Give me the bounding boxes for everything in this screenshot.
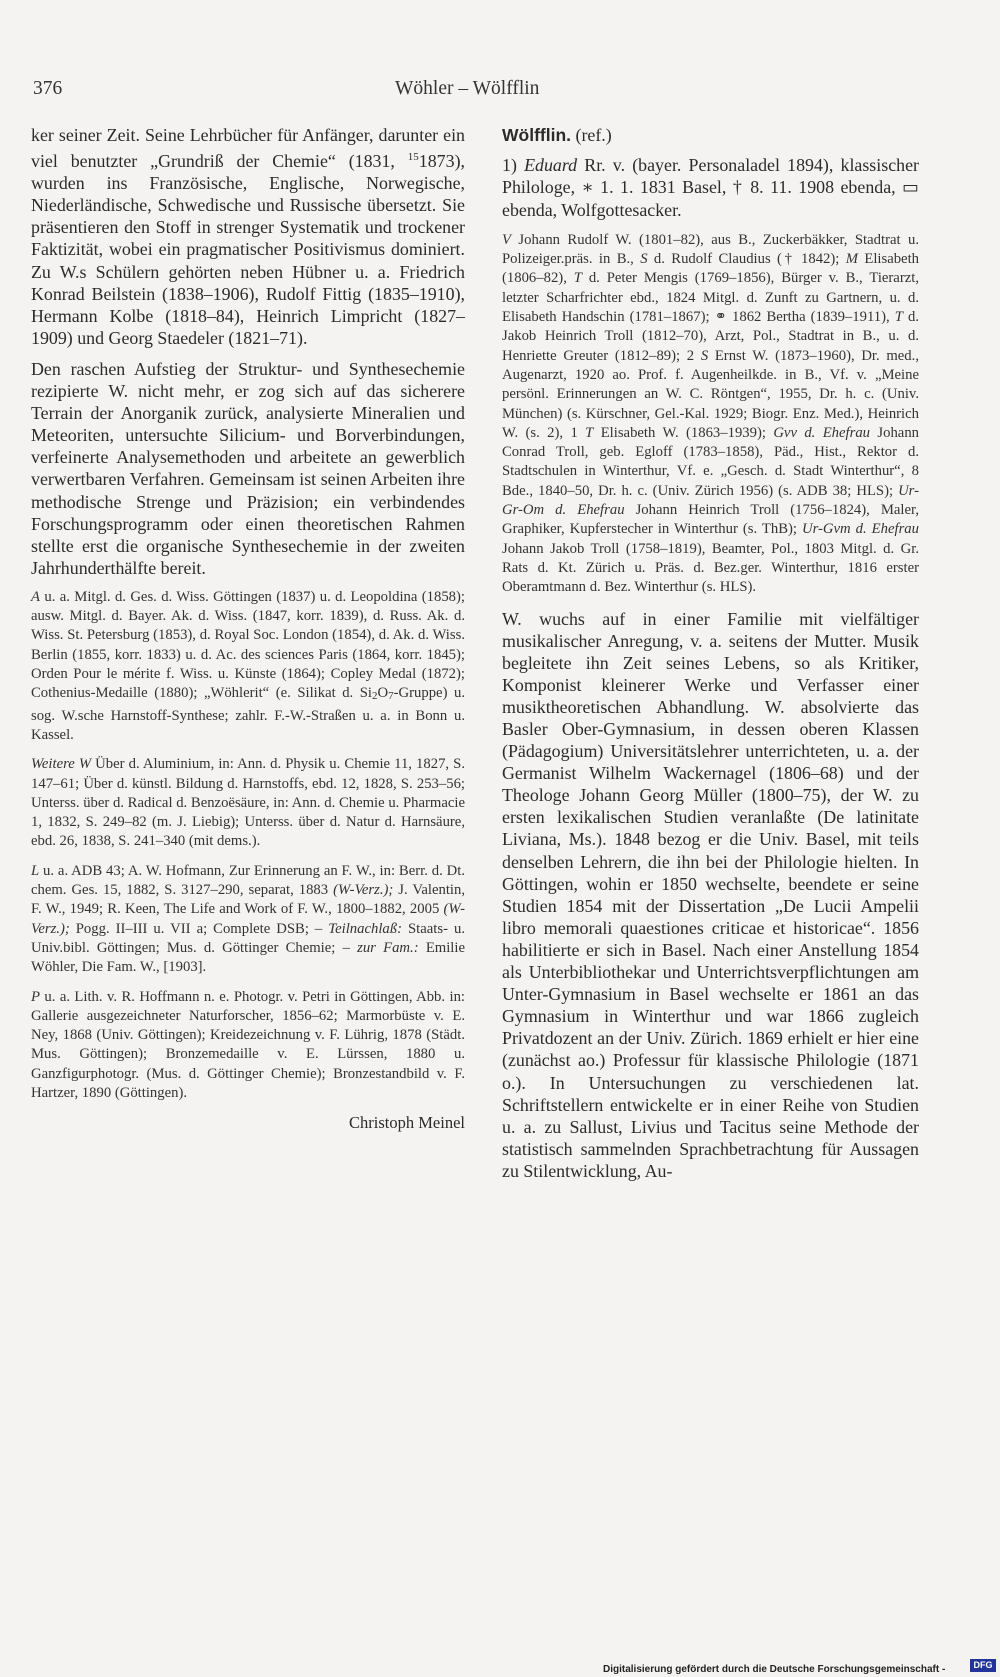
dfg-logo: DFG (970, 1659, 996, 1672)
left-column (31, 124, 465, 1133)
right-column (502, 124, 919, 1191)
biography-text: W. wuchs auf in einer Familie mit vielfältiger musikalischer Anregung, v. a. seitens der Mutter. Musik begleitete ihn Zeit seines Lebens, so als Kritiker, Komponist kleinerer Werke und Verfasser einer musiktheoretischen Abhandlung. W. absolvierte das Basler Ober-Gymnasium, in dessen oberen Klassen (Pädagogium) Universitätslehrer unterrichteten, u. a. der Germanist Wilhelm Wackernagel (1806–68) und der Theologe Johann Georg Müller (1800–75), der W. zu ersten lexikalischen Studien veranlaßte (De latinitate Liviana, Ms.). 1848 bezog er die Univ. Basel, mit teils denselben Lehrern, die ihn bei der Philologie hielten. In Göttingen, wohin er 1850 wechselte, beendete er seine Studien 1854 mit der Dissertation „De Lucii Ampelii libro memorali quaestiones criticae et historicae“. 1856 habilitierte er sich in Basel. Nach einer Anstellung 1854 als Unterbibliothekar und Unterrichtsverpflichtungen am Unter-Gymnasium in Basel wechselte er 1861 an das Gymnasium in Winterthur und war 1866 zugleich Privatdozent an der Univ. Zürich. 1869 erhielt er hier eine (zunächst ao.) Professur für klassische Philologie (1871 o.). In Untersuchungen zu verschiedenen lat. Schriftstellern entwickelte er in einer Reihe von Studien u. a. zu Sallust, Livius und Tacitus seine Methode der statistisch sammelnden Sprachbetrachtung für Aussagen zu Stilentwicklung, Au- (502, 608, 919, 1181)
entry-head: 1) Eduard Rr. v. (bayer. Personaladel 1894), klassischer Philologe, ∗ 1. 1. 1831 Basel, † 8. 11. 1908 ebenda, ▭ ebenda, Wolfgottesacker. (502, 155, 919, 220)
works-section: Weitere W Über d. Aluminium, in: Ann. d. Physik u. Chemie 11, 1827, S. 147–61; Über d. künstl. Bildung d. Harnstoffs, ebd. 12, 1828, S. 253–56; Unterss. über d. Radical d. Benzoësäure, in: Ann. d. Chemie u. Pharmacie 1, 1832, S. 249–82 (m. J. Liebig); Unterss. über d. Natur d. Harnsäure, ebd. 26, 1838, S. 241–340 (mit dems.). (31, 756, 465, 850)
page-number: 376 (33, 78, 63, 99)
paragraph-2: Den raschen Aufstieg der Struktur- und Synthesechemie rezipierte W. nicht mehr, er zog sich auf das sicherere Terrain der Anorganik zurück, analysierte Mineralien und Meteoriten, untersuchte Silicium- und Borverbindungen, verfeinerte Analysemethoden und arbeitete an gewerblich verwertbaren Verfahren. Gemeinsam ist seinen Arbeiten ihre methodische Strenge und Präzision; ein verbindendes Forschungsprogramm oder einen theoretischen Rahmen stellte erst die organische Synthesechemie in der zweiten Jahrhunderthälfte bereit. (31, 358, 465, 578)
literature-section: L u. a. ADB 43; A. W. Hofmann, Zur Erinnerung an F. W., in: Berr. d. Dt. chem. Ges. 15, 1882, S. 3127–290, separat, 1883 (W-Verz.); J. Valentin, F. W., 1949; R. Keen, The Life and Work of F. W., 1800–1882, 2005 (W-Verz.); Pogg. II–III u. VII a; Complete DSB; – Teilnachlaß: Staats- u. Univ.bibl. Göttingen; Mus. d. Göttinger Chemie; – zur Fam.: Emilie Wöhler, Die Fam. W., [1903]. (31, 862, 465, 976)
author-signature: Christoph Meinel (349, 1113, 465, 1133)
genealogy-section: V Johann Rudolf W. (1801–82), aus B., Zuckerbäkker, Stadtrat u. Polizeiger.präs. in B., S d. Rudolf Claudius († 1842); M Elisabeth (1806–82), T d. Peter Mengis (1769–1856), Bürger v. B., Tierarzt, letzter Scharfrichter ebd., 1824 Mitgl. d. Zunft zu Gartnern, u. d. Elisabeth Handschin (1781–1867); ⚭ 1862 Bertha (1839–1911), T d. Jakob Heinrich Troll (1812–70), Arzt, Pol., Stadtrat in B., u. d. Henriette Greuter (1812–89); 2 S Ernst W. (1873–1960), Dr. med., Augenarzt, 1920 ao. Prof. f. Augenheilkde. in B., Vf. v. „Meine persönl. Erinnerungen an W. C. Röntgen“, 1955, Dr. h. c. (Univ. München) (s. Kürschner, Gel.-Kal. 1929; Biogr. Enz. Med.), Heinrich W. (s. 2), 1 T Elisabeth W. (1863–1939); Gvv d. Ehefrau Johann Conrad Troll, geb. Egloff (1783–1858), Päd., Hist., Rektor d. Stadtschulen in Winterthur, Vf. e. „Gesch. d. Stadt Winterthur“, 8 Bde., 1840–50, Dr. h. c. (Univ. Zürich 1956) (s. ADB 38; HLS); Ur-Gr-Om d. Ehefrau Johann Heinrich Troll (1756–1824), Maler, Graphiker, Kupferstecher in Winterthur (s. ThB); Ur-Gvm d. Ehefrau Johann Jakob Troll (1758–1819), Beamter, Pol., 1803 Mitgl. d. Gr. Rats d. Kt. Zürich u. Präs. d. Bez.ger. Winterthur, 1816 erster Oberamtmann d. Bez. Winterthur (s. HLS). (502, 231, 920, 596)
running-head: Wöhler – Wölfflin (395, 78, 540, 99)
page-header (0, 78, 1000, 108)
portraits-section: P u. a. Lith. v. R. Hoffmann n. e. Photogr. v. Petri in Göttingen, Abb. in: Gallerie ausgezeichneter Naturforscher, 1856–62; Marmorbüste v. E. Ney, 1868 (Univ. Göttingen); Kreidezeichnung v. F. Lührig, 1878 (Städt. Mus. Göttingen); Bronzemedaille v. E. Lürssen, 1880 u. Ganzfigurphotogr. (Mus. d. Göttinger Chemie); Bronzestandbild v. F. Hartzer, 1890 (Göttingen). (31, 988, 465, 1101)
paragraph-1: ker seiner Zeit. Seine Lehrbücher für Anfänger, darunter ein viel benutzter „Grundriß der Chemie“ (1831, $^{15}$1873), wurden ins Französische, Englische, Norwegische, Niederländische, Schwedische und Russische übersetzt. Sie präsentieren den Stoff in strenger Systematik und trockener Faktizität, wobei ein pragmatischer Positivismus dominiert. Zu W.s Schülern gehörten neben Hübner u. a. Friedrich Konrad Beilstein (1838–1906), Rudolf Fittig (1835–1910), Hermann Kolbe (1818–84), Heinrich Limpricht (1827–1909) und Georg Staedeler (1821–71). (31, 125, 465, 348)
funding-note: Digitalisierung gefördert durch die Deutsche Forschungsgemeinschaft - (603, 1664, 946, 1675)
entry-title: Wölfflin. (ref.) (502, 125, 612, 145)
awards-section: A u. a. Mitgl. d. Ges. d. Wiss. Göttingen (1837) u. d. Leopoldina (1858); ausw. Mitgl. d. Bayer. Ak. d. Wiss. (1847, korr. 1839), d. Russ. Ak. d. Wiss. St. Petersburg (1853), d. Royal Soc. London (1854), d. Ak. d. Wiss. Berlin (1855, korr. 1833) u. d. Ac. des sciences Paris (1864, korr. 1845); Orden Pour le mérite f. Wiss. u. Künste (1864); Copley Medal (1872); Cothenius-Medaille (1880); „Wöhlerit“ (e. Silikat d. Si2O7-Gruppe) u. sog. W.sche Harnstoff-Synthese; zahlr. F.-W.-Straßen u. a. in Bonn u. Kassel. (31, 588, 465, 743)
footer (603, 1659, 998, 1673)
